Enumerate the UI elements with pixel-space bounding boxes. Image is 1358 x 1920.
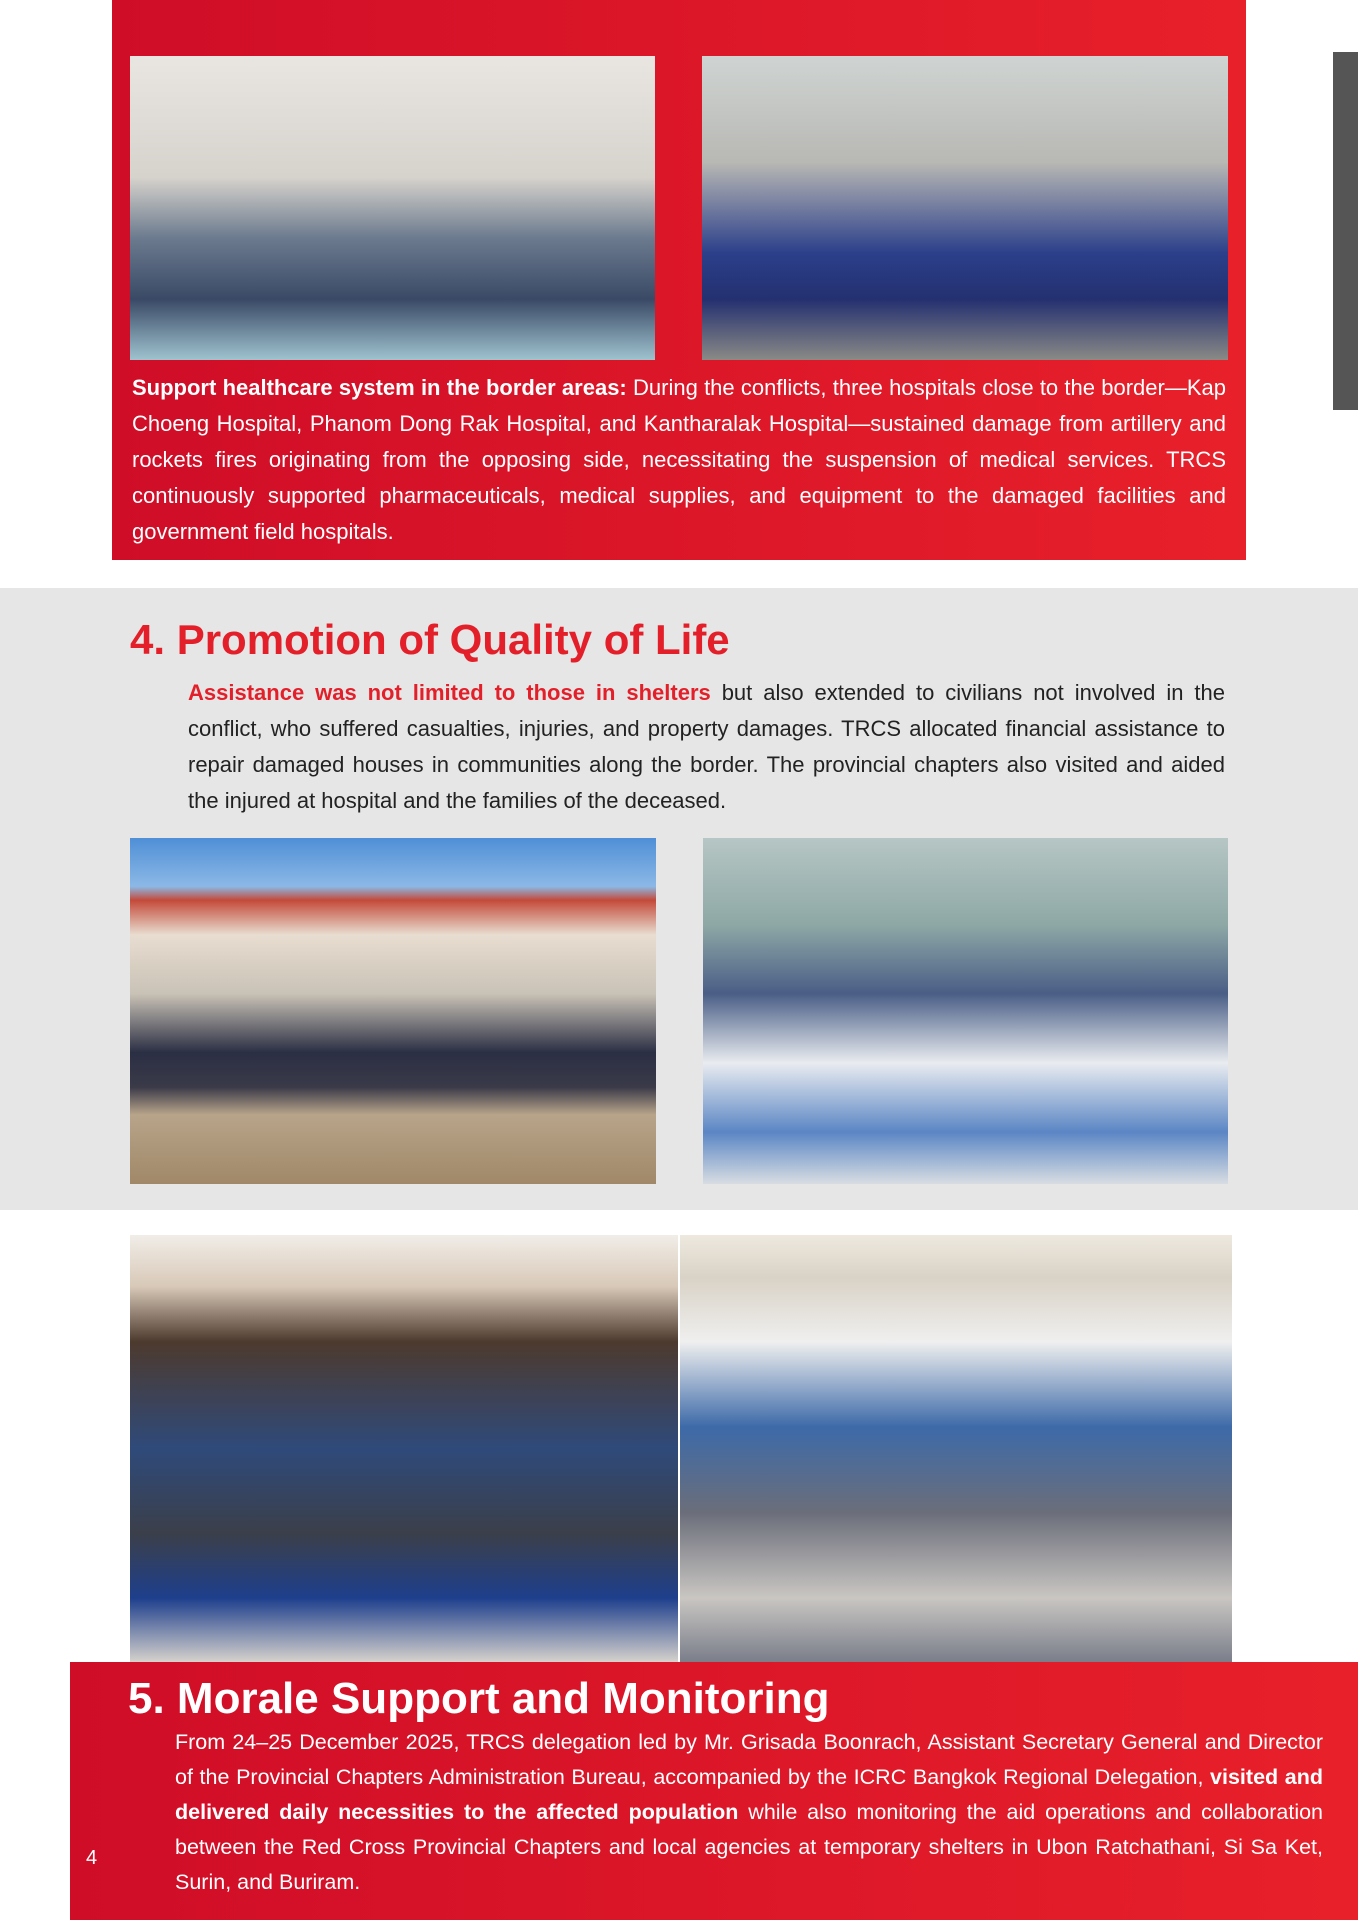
quality-of-life-paragraph — [188, 675, 1225, 819]
page-number: 4 — [86, 1847, 98, 1869]
photo-community-group — [130, 838, 656, 1184]
quality-lead: Assistance was not limited to those in shelters — [188, 680, 711, 705]
quality-body: but also extended to civilians not involved in the conflict, who suffered casualties, injuries, and property damages. TRCS allocated financial assistance to repair damaged houses in communities along the border. The provincial chapters also visited and aided the injured at hospital and the families of the deceased. — [188, 680, 1225, 813]
morale-body-start: From 24–25 December 2025, TRCS delegation led by Mr. Grisada Boonrach, Assistant Secretary General and Director of the Provincial Chapters Administration Bureau, accompanied by the ICRC Bangkok Regional Delegation, — [175, 1730, 1323, 1789]
morale-body-end: while also monitoring the aid operations and collaboration between the Red Cross Provincial Chapters and local agencies at temporary shelters in Ubon Ratchathani, Si Sa Ket, Surin, and Buriram. — [175, 1800, 1324, 1894]
morale-support-paragraph — [175, 1725, 1323, 1900]
healthcare-lead: Support healthcare system in the border areas: — [132, 375, 627, 400]
side-tab — [1333, 52, 1358, 410]
photo-donation-handover — [130, 1235, 678, 1662]
photo-hospital-ward-visit — [130, 56, 655, 360]
photo-patient-care-floor — [702, 56, 1228, 360]
section4-title: 4. Promotion of Quality of Life — [130, 616, 730, 663]
photo-hospital-bed-visit — [703, 838, 1228, 1184]
healthcare-body: During the conflicts, three hospitals close to the border—Kap Choeng Hospital, Phanom Dong Rak Hospital, and Kantharalak Hospital—sustained damage from artillery and rockets fires originating from the opposing side, necessitating the suspension of medical services. TRCS continuously supported pharmaceuticals, medical supplies, and equipment to the damaged facilities and government field hospitals. — [132, 375, 1226, 544]
photo-delivering-necessities — [680, 1235, 1232, 1662]
morale-bold: visited and delivered daily necessities to the affected population — [175, 1765, 1324, 1824]
section5-title: 5. Morale Support and Monitoring — [128, 1674, 830, 1723]
healthcare-paragraph — [132, 370, 1226, 550]
